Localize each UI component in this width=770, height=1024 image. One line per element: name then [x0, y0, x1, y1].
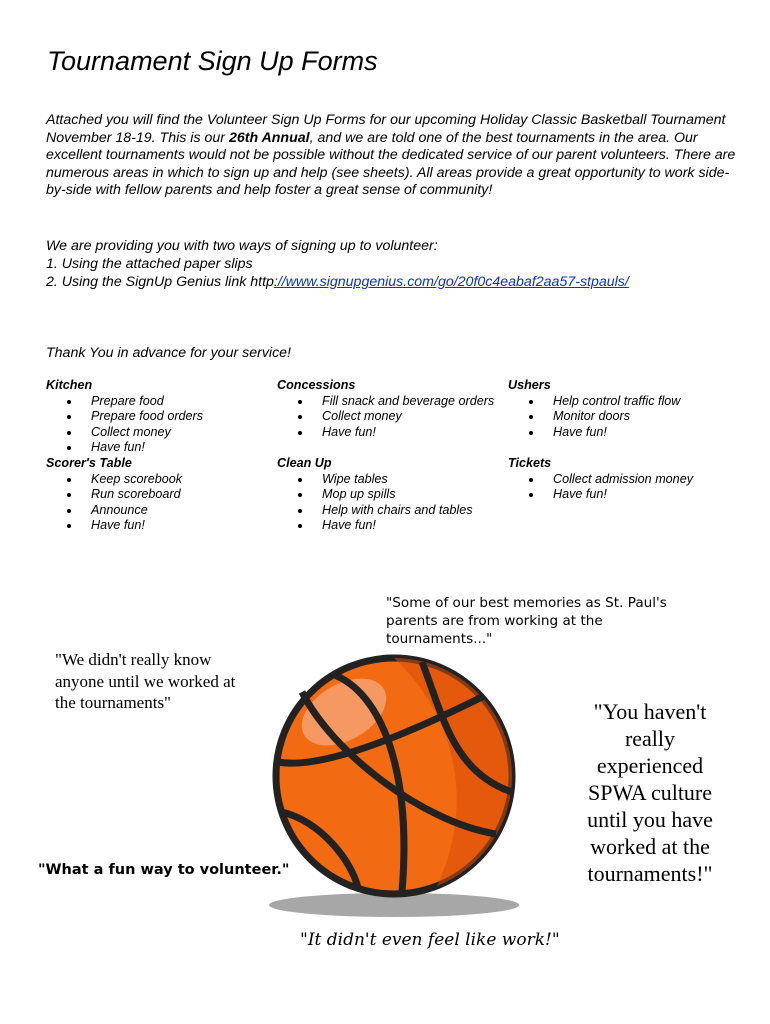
bullet-dot: [67, 400, 71, 404]
list-item-label: Prepare food: [91, 393, 164, 408]
signup-ways: [46, 237, 736, 291]
volunteer-group: [277, 456, 494, 534]
ways-item-paper: 1. Using the attached paper slips: [46, 256, 253, 272]
list-item-label: Keep scorebook: [91, 471, 183, 486]
bullet-dot: [67, 446, 71, 450]
quote-memories: "Some of our best memories as St. Paul's parents are from working at the tournaments...": [386, 595, 667, 647]
bullet-dot: [298, 431, 302, 435]
quote-not-work: "It didn't even feel like work!": [300, 930, 560, 950]
list-item-label: Mop up spills: [322, 487, 396, 502]
volunteer-group: [277, 378, 494, 440]
list-item: [46, 394, 203, 410]
quote-fun-way: "What a fun way to volunteer.": [38, 862, 290, 878]
list-item-label: Have fun!: [91, 440, 145, 455]
list-item-label: Have fun!: [553, 424, 607, 439]
thank-you-text: Thank You in advance for your service!: [46, 345, 292, 361]
list-item: [508, 472, 693, 488]
bullet-dot: [298, 400, 302, 404]
volunteer-group-heading: Ushers: [508, 378, 551, 392]
list-item-label: Fill snack and beverage orders: [322, 393, 495, 408]
list-item: [46, 472, 203, 488]
bullet-dot: [298, 509, 302, 513]
list-item-label: Collect money: [322, 409, 402, 424]
bullet-dot: [529, 493, 533, 497]
list-item: [46, 487, 203, 503]
volunteer-group: [508, 378, 693, 440]
bullet-dot: [529, 415, 533, 419]
signup-genius-link[interactable]: ://www.signupgenius.com/go/20f0c4eabaf2aa57-stpauls/: [273, 274, 629, 290]
list-item: [277, 409, 494, 425]
volunteer-task-list: [277, 472, 494, 534]
volunteer-column: [508, 378, 693, 503]
list-item: [508, 394, 693, 410]
volunteer-task-list: [46, 472, 203, 534]
volunteer-group: [508, 456, 693, 503]
bullet-dot: [67, 431, 71, 435]
volunteer-group: [46, 456, 203, 534]
bullet-dot: [298, 524, 302, 528]
volunteer-group-heading: Scorer's Table: [46, 455, 132, 470]
volunteer-group-heading: Concessions: [277, 378, 356, 392]
list-item: [46, 503, 203, 519]
intro-text-1: Attached you will find the Volunteer Sign Up Forms for our upcoming Holiday Classic Basketball Tournament November 18-19. This is our: [46, 112, 726, 146]
list-item-label: Monitor doors: [553, 409, 630, 424]
bullet-dot: [67, 493, 71, 497]
volunteer-group: [46, 378, 203, 456]
list-item-label: Collect money: [91, 424, 171, 439]
ways-heading: We are providing you with two ways of signing up to volunteer:: [46, 238, 438, 254]
volunteer-group-heading: Kitchen: [46, 378, 93, 392]
volunteer-group-heading: Tickets: [508, 455, 552, 470]
bullet-dot: [529, 400, 533, 404]
list-item: [46, 425, 203, 441]
list-item: [46, 518, 203, 534]
bullet-dot: [298, 415, 302, 419]
list-item-label: Run scoreboard: [91, 487, 181, 502]
bullet-dot: [529, 478, 533, 482]
volunteer-task-list: [46, 394, 203, 456]
list-item-label: Announce: [91, 502, 148, 517]
bullet-dot: [298, 493, 302, 497]
page-title: Tournament Sign Up Forms: [47, 46, 378, 76]
list-item: [277, 487, 494, 503]
volunteer-column: [46, 378, 203, 534]
bullet-dot: [298, 478, 302, 482]
list-item: [508, 425, 693, 441]
list-item: [277, 472, 494, 488]
volunteer-task-list: [508, 472, 693, 503]
list-item: [508, 409, 693, 425]
list-item-label: Have fun!: [322, 424, 376, 439]
intro-text-2: , and we are told one of the best tournaments in the area. Our excellent tournaments would not be possible without the dedicated service of our parent volunteers. There are numerous areas in which to sign up and help (see sheets). All areas provide a great opportunity to work side-by-side with fellow parents and help foster a great sense of community!: [46, 129, 736, 199]
list-item: [277, 425, 494, 441]
ways-item-link: [46, 273, 736, 291]
volunteer-task-list: [508, 394, 693, 441]
bullet-dot: [67, 415, 71, 419]
intro-paragraph: [46, 112, 736, 200]
quote-culture: "You haven't really experienced SPWA culture until you have worked at the tournaments!": [587, 699, 713, 886]
list-item-label: Help control traffic flow: [553, 393, 681, 408]
list-item-label: Have fun!: [553, 487, 607, 502]
list-item: [508, 487, 693, 503]
bullet-dot: [67, 509, 71, 513]
list-item: [46, 409, 203, 425]
list-item: [46, 440, 203, 456]
basketball-icon: [262, 652, 522, 924]
list-item-label: Help with chairs and tables: [322, 502, 473, 517]
list-item: [277, 518, 494, 534]
list-item-label: Collect admission money: [553, 471, 693, 486]
bullet-dot: [67, 524, 71, 528]
list-item-label: Wipe tables: [322, 471, 388, 486]
list-item-label: Have fun!: [91, 518, 145, 533]
quote-know-anyone: "We didn't really know anyone until we worked at the tournaments": [55, 650, 236, 712]
bullet-dot: [67, 478, 71, 482]
volunteer-column: [277, 378, 494, 534]
list-item-label: Have fun!: [322, 518, 376, 533]
list-item: [277, 394, 494, 410]
list-item: [277, 503, 494, 519]
intro-bold: 26th Annual: [228, 129, 310, 146]
bullet-dot: [529, 431, 533, 435]
volunteer-task-list: [277, 394, 494, 441]
list-item-label: Prepare food orders: [91, 409, 204, 424]
volunteer-group-heading: Clean Up: [277, 455, 332, 470]
ways-link-prefix: 2. Using the SignUp Genius link http: [46, 274, 274, 290]
